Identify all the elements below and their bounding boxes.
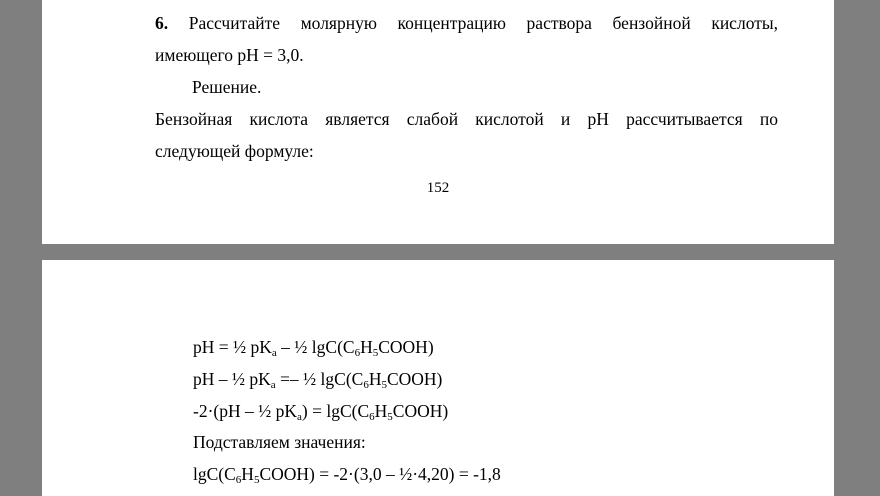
- task-number: 6.: [155, 13, 169, 33]
- page-number: 152: [426, 180, 450, 196]
- equation-3: -2·(pH – ½ $pK_a$) = $\lg C(C_6H_5COOH)$: [193, 401, 449, 423]
- task-line-2: имеющего pH = 3,0.: [155, 45, 304, 65]
- equation-4: $\lg C(C_6H_5COOH) = -2\cdot(3,0$ – ½·4,20) = -1,8: [193, 464, 501, 486]
- document-page-2: [42, 260, 834, 496]
- solution-label: Решение.: [192, 77, 262, 97]
- paragraph-line-1: Бензойная кислота является слабой кислотой и pH рассчитывается по: [155, 109, 778, 129]
- task-line-1: 6. Рассчитайте молярную концентрацию раствора бензойной кислоты,: [155, 13, 778, 33]
- equation-2: pH – ½ $pK_a$ =– ½ $\lg C(C_6H_5COOH)$: [193, 369, 443, 391]
- paragraph-line-2: следующей формуле:: [155, 141, 314, 161]
- document-page-1: [42, 0, 834, 244]
- substitute-label: Подставляем значения:: [193, 432, 366, 452]
- equation-1: pH = ½ $pK_a$ – ½ $\lg C(C_6H_5COOH)$: [193, 337, 434, 359]
